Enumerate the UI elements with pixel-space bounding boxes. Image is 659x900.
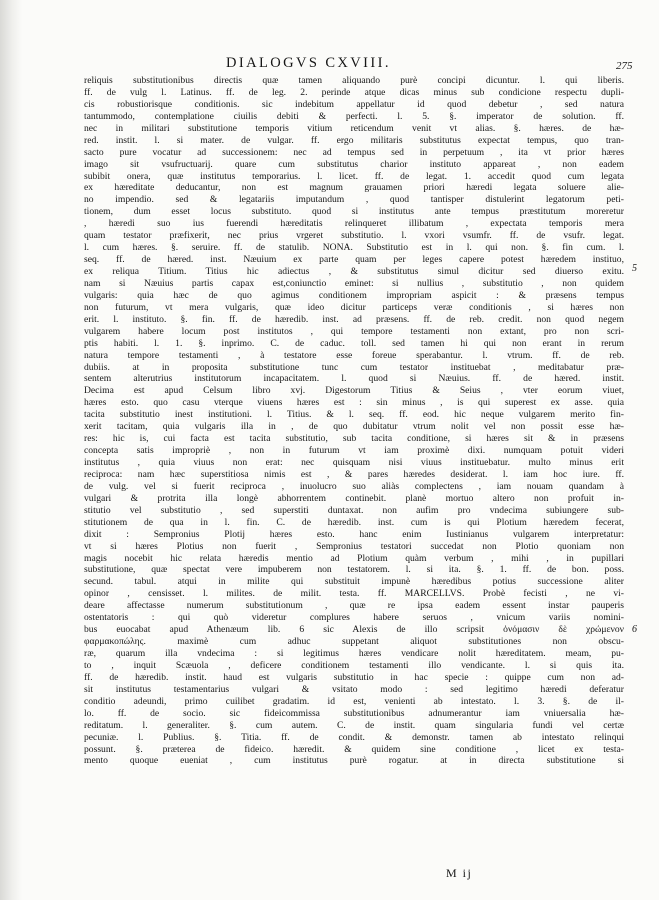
margin-note-6: 6 bbox=[632, 624, 637, 635]
text-line: opinor , censisset. l. milites. de milit. testa. ff. MARCELLVS. Probè fecisti , ne vi- bbox=[84, 588, 624, 600]
text-line: reciproca: nam hæc superstitiosa nimis est , & pares hæredes desiderat. l. iam hoc iure. ff. bbox=[84, 468, 624, 480]
text-line: res: hic is, cui facta est tacita substitutio, sub tacita conditione, si hæres sit & in præsens bbox=[84, 433, 624, 445]
text-line: secund. tabul. atqui in milite qui substituit impunè hæredibus potius successione aliter bbox=[84, 576, 624, 588]
text-line: vulgari & protrita illa longè abhorrentem continebit. planè mortuo altero non profuit in- bbox=[84, 492, 624, 504]
margin-note-5: 5 bbox=[632, 263, 637, 274]
text-line: stitutionem de qua in l. fin. C. de hæredib. inst. cum is qui Plotium hæredem fecerat, bbox=[84, 516, 624, 528]
text-line: lo. ff. de socio. sic fideicommissa substitutionibus adnumerantur iam vniuersalia hæ- bbox=[84, 707, 624, 719]
text-line: sentem alterutrius institutorum incapacitatem. l. quod si Næuius. ff. de hæred. instit. bbox=[84, 373, 624, 385]
text-line: φαρμακοπώλης. maximè cum adhuc suppetant aliquot substitutiones non obscu- bbox=[84, 636, 624, 648]
text-line: erit. l. instituto. §. fin. ff. de hæredib. inst. ad præsens. ff. de reb. credit. non quod negem bbox=[84, 313, 624, 325]
text-line: pecuniæ. l. Publius. §. Titia. ff. de condit. & demonstr. tamen ab intestato relinqui bbox=[84, 731, 624, 743]
text-line: sit institutus testamentarius vulgari & vsitato modo : sed legitimo hæredi deferatur bbox=[84, 683, 624, 695]
text-line: ex reliqua Titium. Titius hic adiectus , & substitutus simul dicitur sed diuerso exitu. bbox=[84, 266, 624, 277]
text-line: hæres esto. quo casu vterque viuens hæres est : sin minus , is qui superest ex asse. quia bbox=[84, 397, 624, 409]
binding-gutter-shadow bbox=[0, 0, 22, 900]
text-line: l. cum hæres. §. seruire. ff. de statulib. NONA. Substitutio est in l. qui non. §. fin cum. l. bbox=[84, 242, 624, 254]
text-line: ff. de hæredib. instit. haud est vulgaris substitutio in hac specie : quippe cum non ad- bbox=[84, 671, 624, 683]
text-line: dubiis. at in proposita substitutione tunc cum testator instituebat , meditabatur præ- bbox=[84, 361, 624, 373]
text-line: substitutione, quæ spectat vere impuberem non testatorem. l. si ita. §. 1. ff. de bon. poss. bbox=[84, 564, 624, 576]
text-line: red. instit. l. si mater. de vulgar. ff. ergo militaris substitutus expectat tempus, quo tran- bbox=[84, 134, 624, 146]
text-line: stitutio vel substitutio , sed superstiti duntaxat. non aufim pro vndecima subiungere sub- bbox=[84, 504, 624, 516]
signature-mark: M ij bbox=[446, 866, 473, 880]
text-line: ræ, quarum illa vndecima : si legitimus hæres vendicare nolit hæreditatem. meam, pu- bbox=[84, 648, 624, 659]
text-line: ff. de vulg l. Latinus. ff. de leg. 2. perinde atque dicas minus sub condicione respectu dupli- bbox=[84, 86, 624, 98]
text-line: subibit onera, quæ institutus temporarius. l. licet. ff. de legat. 1. accedit quod cum legata bbox=[84, 170, 624, 182]
body-text bbox=[84, 75, 624, 767]
text-line: natura tempore testamenti , à testatore esse foreue sperabantur. l. vtrum. ff. de reb. bbox=[84, 349, 624, 361]
text-line: deare affectasse numerum substitutionum , quæ re ipsa eadem essent instar pauperis bbox=[84, 600, 624, 612]
text-line: tionem, dum esset locus substituto. quod si institutus ante tempus præstitutum moreretur bbox=[84, 206, 624, 218]
page-number: 275 bbox=[616, 60, 633, 72]
text-line: ex hæreditate deducantur, non est magnum grauamen priori hæredi legata soluere alie- bbox=[84, 182, 624, 194]
text-line: no impendio. sed & legatariis imputandum , quod tantisper distulerint legatorum peti- bbox=[84, 194, 624, 206]
text-line: imago sit vsufructuarij. quare cum substitutus charior instituto appareat , non eadem bbox=[84, 158, 624, 170]
text-line: institutus , quia viuus non erat: nec quisquam nisi viuus instituebatur. multo minus erit bbox=[84, 457, 624, 468]
text-line: ptis habiti. l. 1. §. inprimo. C. de caduc. toll. sed tamen hi qui non erant in rerum bbox=[84, 337, 624, 349]
text-line: sacto pure vocatur ad successionem: nec ad tempus sed in perpetuum , ita vt prior hæres bbox=[84, 146, 624, 158]
text-line: reliquis substitutionibus directis quæ tamen aliquando purè concipi dicuntur. l. qui liberis. bbox=[84, 75, 624, 86]
text-line: to , inquit Scæuola , deficere conditionem testamenti illo vendicante. l. si quis ita. bbox=[84, 659, 624, 671]
text-line: tantummodo, contemplatione ciuilis debiti & perfecti. l. 5. §. imperator de solution. ff. bbox=[84, 110, 624, 122]
text-line: vulgarem habere locum post institutos , qui tempore testamenti non extant, pro non scri- bbox=[84, 325, 624, 337]
text-line: tacita substitutio inest institutioni. l. Titius. & l. seq. ff. eod. hic neque vulgarem merito fin- bbox=[84, 409, 624, 421]
text-line: seq. ff. de hæred. inst. Næuium ex parte quam per leges capere potest hæredem instituo, bbox=[84, 254, 624, 266]
text-line: de vulg. vel si fuerit reciproca , inuolucro suo aliàs complectens , iam nouam quandam à bbox=[84, 480, 624, 492]
text-line: dixit : Sempronius Plotij hæres esto. hanc enim Iustinianus vulgarem interpretatur: bbox=[84, 528, 624, 540]
text-line: reditatum. l. generaliter. §. cum autem. C. de instit. quam singularia fundi vel certæ bbox=[84, 719, 624, 731]
text-line: vulgaris: quia hæc de quo agimus conditionem impropriam aspicit : & præsens tempus bbox=[84, 289, 624, 301]
text-line: Decima est apud Celsum libro xvj. Digestorum Titius & Seius , vter eorum viuet, bbox=[84, 385, 624, 397]
text-line: conditio adeundi, primo cuilibet gradatim. id est, venienti ab intestato. l. 3. §. de il- bbox=[84, 695, 624, 707]
text-line: vt si hæres Plotius non fuerit , Sempronius testatori succedat non Plotio quoniam non bbox=[84, 540, 624, 552]
text-line: concepta satis impropriè , non in futurum vt iam proximè dixi. numquam potuit videri bbox=[84, 445, 624, 457]
text-line: nam si Næuius partis capax est,coniunctio eminet: si nullius , substitutio , non quidem bbox=[84, 277, 624, 289]
text-line: magis nocebit hic relata hæredis mentio ad Plotium quàm verbum , mihi , in pupillari bbox=[84, 552, 624, 564]
text-line: bus euocabat apud Athenæum lib. 6 sic Alexis de illo scripsit ὀνόμασιν δὲ χρώμενον bbox=[84, 624, 624, 636]
text-line: nec in militari substitutione temporis vitium reticendum venit vt alias. §. hæres. de hæ- bbox=[84, 122, 624, 134]
text-line: xerit tacitam, quia vulgaris illa in , de quo dubitatur vtrum nolit vel non possit esse hæ- bbox=[84, 421, 624, 433]
text-line: , hæredi suo ius fuerendi hæreditatis relinqueret illibatum , expectata temporis mera bbox=[84, 218, 624, 230]
text-line: possunt. §. præterea de fideico. hæredit. & quidem sine conditione , licet ex testa- bbox=[84, 743, 624, 755]
text-line: cis robustiorisque conditionis. sic indebitum appellatur id quod debetur , sed natura bbox=[84, 98, 624, 110]
text-line: ostentatoris : qui quò videretur complures habere seruos , vnicum variis nomini- bbox=[84, 612, 624, 624]
text-line: mento quoque eueniat , cum institutus purè rogatur. at in directa substitutione si bbox=[84, 755, 624, 767]
text-line: quam testator præfixerit, nec prius vrgeret substitutio. l. vxori vsumfr. ff. de vsufr. legat. bbox=[84, 230, 624, 242]
running-head: DIALOGVS CXVIII. bbox=[226, 55, 391, 71]
text-line: non futurum, vt mera vulgaris, quæ ideo dicitur particeps veræ conditionis , si hæres non bbox=[84, 301, 624, 313]
